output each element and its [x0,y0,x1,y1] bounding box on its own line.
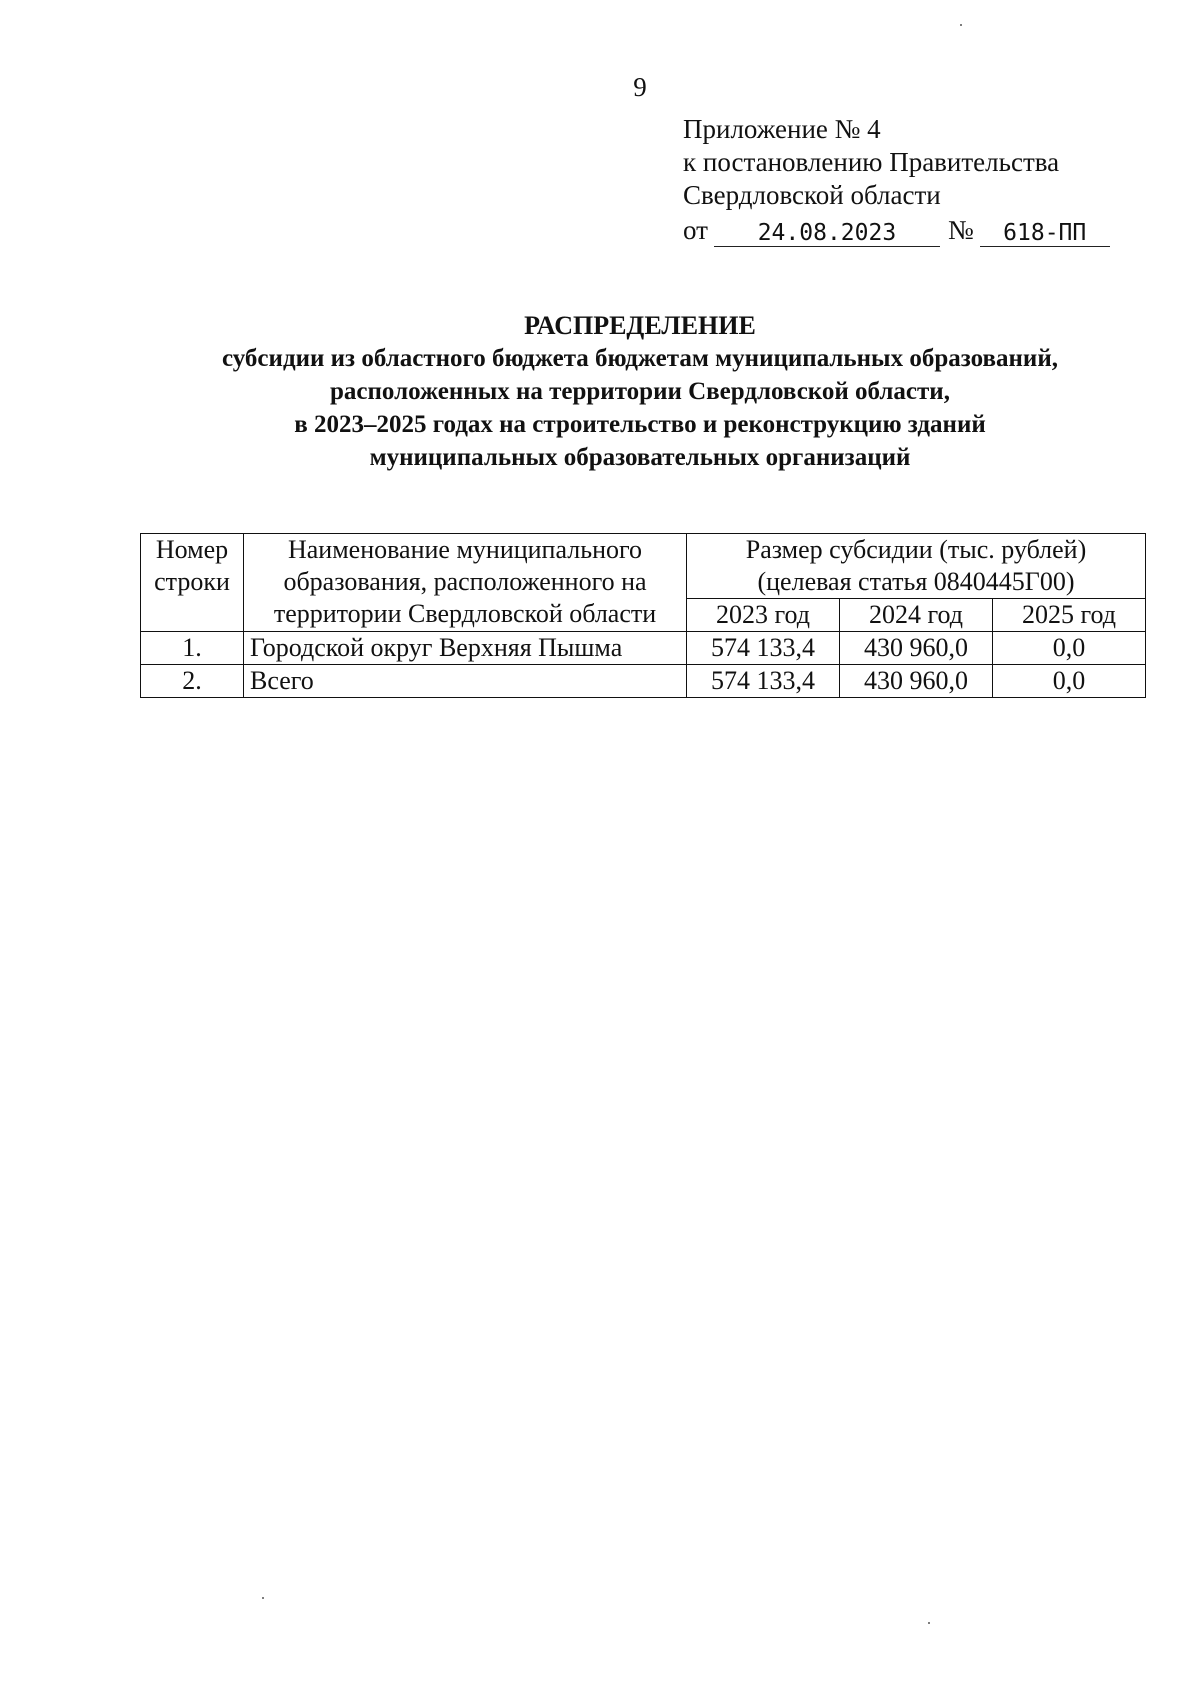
subsidy-table [140,533,1146,698]
title-line-1: субсидии из областного бюджета бюджетам муниципальных образований, [222,345,1058,372]
scan-speck [960,24,962,26]
header-amount-line-2: (целевая статья 0840445Г00) [757,567,1075,596]
page-number: 9 [633,72,647,102]
table-row [141,632,1146,665]
row-number: 2. [141,665,244,698]
date-prefix: от [683,215,708,245]
annex-line-2: к постановлению Правительства [683,147,1060,177]
title-line-2: расположенных на территории Свердловской области, [330,378,950,405]
row-value-2023: 574 133,4 [687,665,840,698]
row-value-2024: 430 960,0 [840,632,993,665]
scan-speck [262,1597,264,1599]
row-value-2025: 0,0 [993,665,1146,698]
header-amount [687,534,1146,599]
annex-line-3: Свердловской области [683,180,941,210]
header-amount-line-1: Размер субсидии (тыс. рублей) [745,535,1087,564]
table-row [141,665,1146,698]
document-title [120,309,1160,474]
header-year-2023: 2023 год [687,599,840,632]
header-year-2025: 2025 год [993,599,1146,632]
title-line-4: муниципальных образовательных организаций [369,444,911,471]
row-value-2023: 574 133,4 [687,632,840,665]
decree-date: 24.08.2023 [714,220,940,247]
table-header-row [141,534,1146,599]
annex-date-line [683,214,1110,247]
header-year-2024: 2024 год [840,599,993,632]
scan-speck [928,1622,930,1624]
row-number: 1. [141,632,244,665]
annex-line-1: Приложение № 4 [683,114,881,144]
header-number: Номер строки [141,534,244,632]
decree-number: 618-ПП [980,220,1110,247]
row-name: Городской округ Верхняя Пышма [244,632,687,665]
annex-block [683,113,1110,247]
row-value-2025: 0,0 [993,632,1146,665]
title-heading: РАСПРЕДЕЛЕНИЕ [524,311,756,340]
row-value-2024: 430 960,0 [840,665,993,698]
title-line-3: в 2023–2025 годах на строительство и реконструкцию зданий [294,411,986,438]
row-name: Всего [244,665,687,698]
header-name: Наименование муниципального образования, расположенного на территории Свердловской области [244,534,687,632]
number-prefix: № [947,215,974,245]
